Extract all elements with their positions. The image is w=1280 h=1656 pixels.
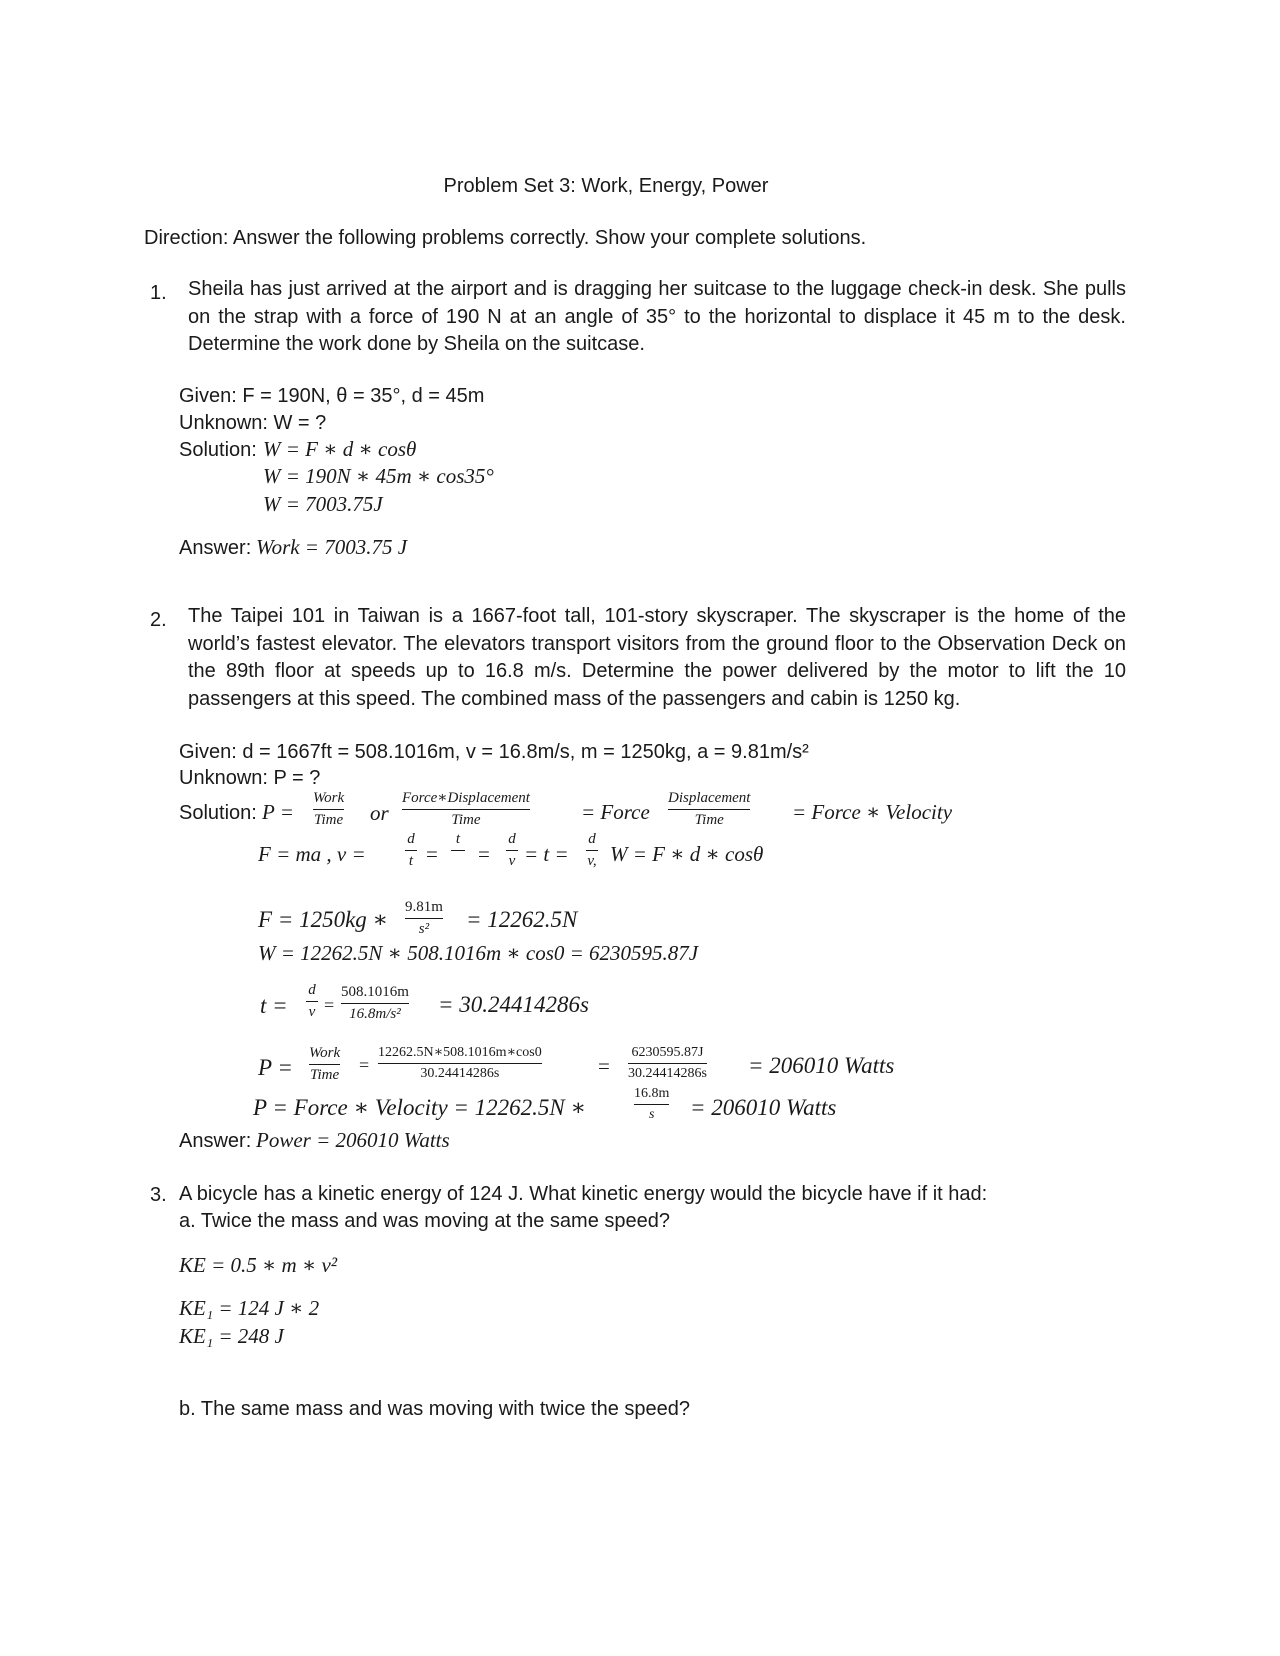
p1-answer-label: Answer: (179, 537, 252, 559)
fraction-numerator: d (407, 831, 415, 847)
p2-force-calc-rhs: = 12262.5N (466, 907, 578, 932)
p3-ke1-line-2: KE₁ = 248 J (179, 1324, 284, 1348)
fraction-numerator: t (455, 831, 461, 847)
fraction-numerator: Force∗Displacement (402, 790, 530, 806)
p2-power-equals-2: = (598, 1054, 610, 1078)
p2-power-lhs: P = (258, 1055, 293, 1080)
direction-text: Direction: Answer the following problems correctly. Show your complete solutions. (144, 227, 867, 249)
fraction-numerator: 16.8m (634, 1086, 670, 1101)
fraction-numerator: 508.1016m (341, 984, 409, 1000)
p2-unknown: Unknown: P = ? (179, 767, 321, 789)
fraction-numerator: Displacement (668, 790, 751, 806)
p2-f-ma: F = ma , v = (258, 842, 366, 866)
p2-force-calc-lhs: F = 1250kg ∗ (258, 907, 389, 932)
p2-displacement-over-time-fraction (668, 791, 750, 828)
problem-1-text: Sheila has just arrived at the airport and is dragging her suitcase to the luggage check-in desk. She pulls on the strap with a force of 190 N at an angle of 35° to the horizontal to displace it 45 m to the desk. Determine the work done by Sheila on the suitcase. (188, 278, 1126, 355)
p2-solution-label: Solution: (179, 802, 257, 824)
fraction-bar (341, 1003, 409, 1004)
problem-3-number: 3. (150, 1184, 167, 1206)
fraction-numerator: d (508, 831, 516, 847)
problem-2-text: The Taipei 101 in Taiwan is a 1667-foot tall, 101-story skyscraper. The skyscraper is the home of the world’s fastest elevator. The elevators transport visitors from the ground floor to the Observation Deck on the 89th floor at speeds up to 16.8 m/s. Determine the power delivered by the motor to lift the 10 passengers at this speed. The combined mass of the passengers and cabin is 1250 kg. (188, 605, 1126, 710)
p2-answer-label: Answer: (179, 1130, 252, 1152)
fraction-bar (306, 1001, 318, 1002)
fraction-bar (634, 1104, 669, 1105)
p1-given: Given: F = 190N, θ = 35°, d = 45m (179, 385, 485, 407)
p2-given: Given: d = 1667ft = 508.1016m, v = 16.8m/s, m = 1250kg, a = 9.81m/s² (179, 741, 809, 763)
p2-equals-force: = Force (581, 800, 650, 824)
problem-3-part-a: a. Twice the mass and was moving at the same speed? (179, 1210, 671, 1232)
p2-answer: Power = 206010 Watts (256, 1128, 450, 1152)
fraction-denominator: Time (694, 812, 724, 828)
p2-cancel-t-fraction (451, 832, 465, 869)
p1-solution-label: Solution: (179, 439, 257, 461)
p2-time-equals: = (324, 995, 335, 1015)
p2-equals-force-velocity: = Force ∗ Velocity (792, 800, 953, 824)
fraction-denominator: s² (418, 921, 430, 937)
p2-p-equals: P = (262, 800, 294, 824)
fraction-numerator: 6230595.87J (631, 1045, 704, 1060)
p2-power-numeric-fraction (378, 1046, 542, 1081)
p2-power-equals-1: = (359, 1055, 370, 1075)
problem-1-number: 1. (150, 282, 167, 304)
p2-velocity-fraction (634, 1087, 669, 1122)
fraction-denominator: v, (587, 853, 597, 869)
fraction-bar (668, 809, 750, 810)
fraction-numerator: d (308, 982, 316, 998)
fraction-denominator: v (508, 853, 516, 869)
p2-power-work-time-fraction (309, 1046, 340, 1083)
p2-power-rhs: = 206010 Watts (748, 1053, 895, 1078)
fraction-denominator: Time (451, 812, 481, 828)
p2-power-force-velocity: P = Force ∗ Velocity = 12262.5N ∗ (253, 1095, 587, 1120)
fraction-numerator: Work (309, 1045, 341, 1061)
p2-time-value-fraction (341, 985, 409, 1022)
fraction-bar (405, 850, 417, 851)
p2-d-over-v-fraction-2 (586, 832, 598, 869)
p3-ke1-line-1: KE₁ = 124 J ∗ 2 (179, 1296, 320, 1320)
fraction-bar (402, 809, 530, 810)
fraction-numerator: Work (313, 790, 345, 806)
p2-work-formula: W = F ∗ d ∗ cosθ (610, 842, 764, 866)
p3-ke-formula: KE = 0.5 ∗ m ∗ v² (179, 1253, 338, 1277)
p2-force-calc-fraction (405, 900, 443, 937)
p2-or: or (370, 801, 389, 825)
p2-equals-2: = (478, 842, 490, 866)
fraction-bar (506, 850, 518, 851)
problem-3-text: A bicycle has a kinetic energy of 124 J. What kinetic energy would the bicycle have if it had: (179, 1183, 988, 1205)
p2-time-lhs: t = (260, 993, 288, 1018)
page-title: Problem Set 3: Work, Energy, Power (443, 175, 769, 197)
fraction-denominator: 30.24414286s (420, 1066, 500, 1081)
problem-3-part-b: b. The same mass and was moving with twice the speed? (179, 1398, 690, 1420)
fraction-bar (628, 1063, 707, 1064)
fraction-bar (313, 809, 344, 810)
p2-force-displacement-fraction (402, 791, 530, 828)
p2-time-d-over-v-fraction (306, 983, 318, 1020)
p2-d-over-v-fraction (506, 832, 518, 869)
p2-equals-t-equals: = t = (524, 842, 569, 866)
p1-solution-line-2: W = 190N ∗ 45m ∗ cos35° (263, 464, 494, 488)
p2-d-over-t-fraction (405, 832, 417, 869)
fraction-bar (405, 918, 443, 919)
fraction-denominator: 30.24414286s (628, 1066, 707, 1081)
fraction-bar (451, 850, 465, 851)
fraction-denominator: v (308, 1004, 316, 1020)
fraction-numerator: 12262.5N∗508.1016m∗cos0 (378, 1045, 542, 1060)
fraction-numerator: d (588, 831, 596, 847)
fraction-denominator: Time (309, 1067, 340, 1083)
p1-solution-line-3: W = 7003.75J (263, 492, 383, 516)
fraction-denominator: s (648, 1107, 655, 1122)
p1-unknown: Unknown: W = ? (179, 412, 327, 434)
p2-equals-1: = (426, 842, 438, 866)
p2-work-over-time-fraction (313, 791, 344, 828)
fraction-denominator: Time (313, 812, 344, 828)
fraction-denominator: t (408, 853, 414, 869)
problem-2-number: 2. (150, 609, 167, 631)
fraction-denominator: 16.8m/s² (349, 1006, 401, 1022)
fraction-bar (309, 1064, 340, 1065)
p2-time-rhs: = 30.24414286s (438, 992, 589, 1017)
p2-power-joules-fraction (628, 1046, 707, 1081)
p1-answer: Work = 7003.75 J (256, 535, 408, 559)
p1-solution-line-1: W = F ∗ d ∗ cosθ (263, 437, 417, 461)
p2-power-rhs-2: = 206010 Watts (690, 1095, 837, 1120)
fraction-bar (586, 850, 598, 851)
fraction-numerator: 9.81m (405, 899, 443, 915)
p2-work-calc: W = 12262.5N ∗ 508.1016m ∗ cos0 = 6230595.87J (258, 941, 699, 965)
fraction-bar (378, 1063, 542, 1064)
